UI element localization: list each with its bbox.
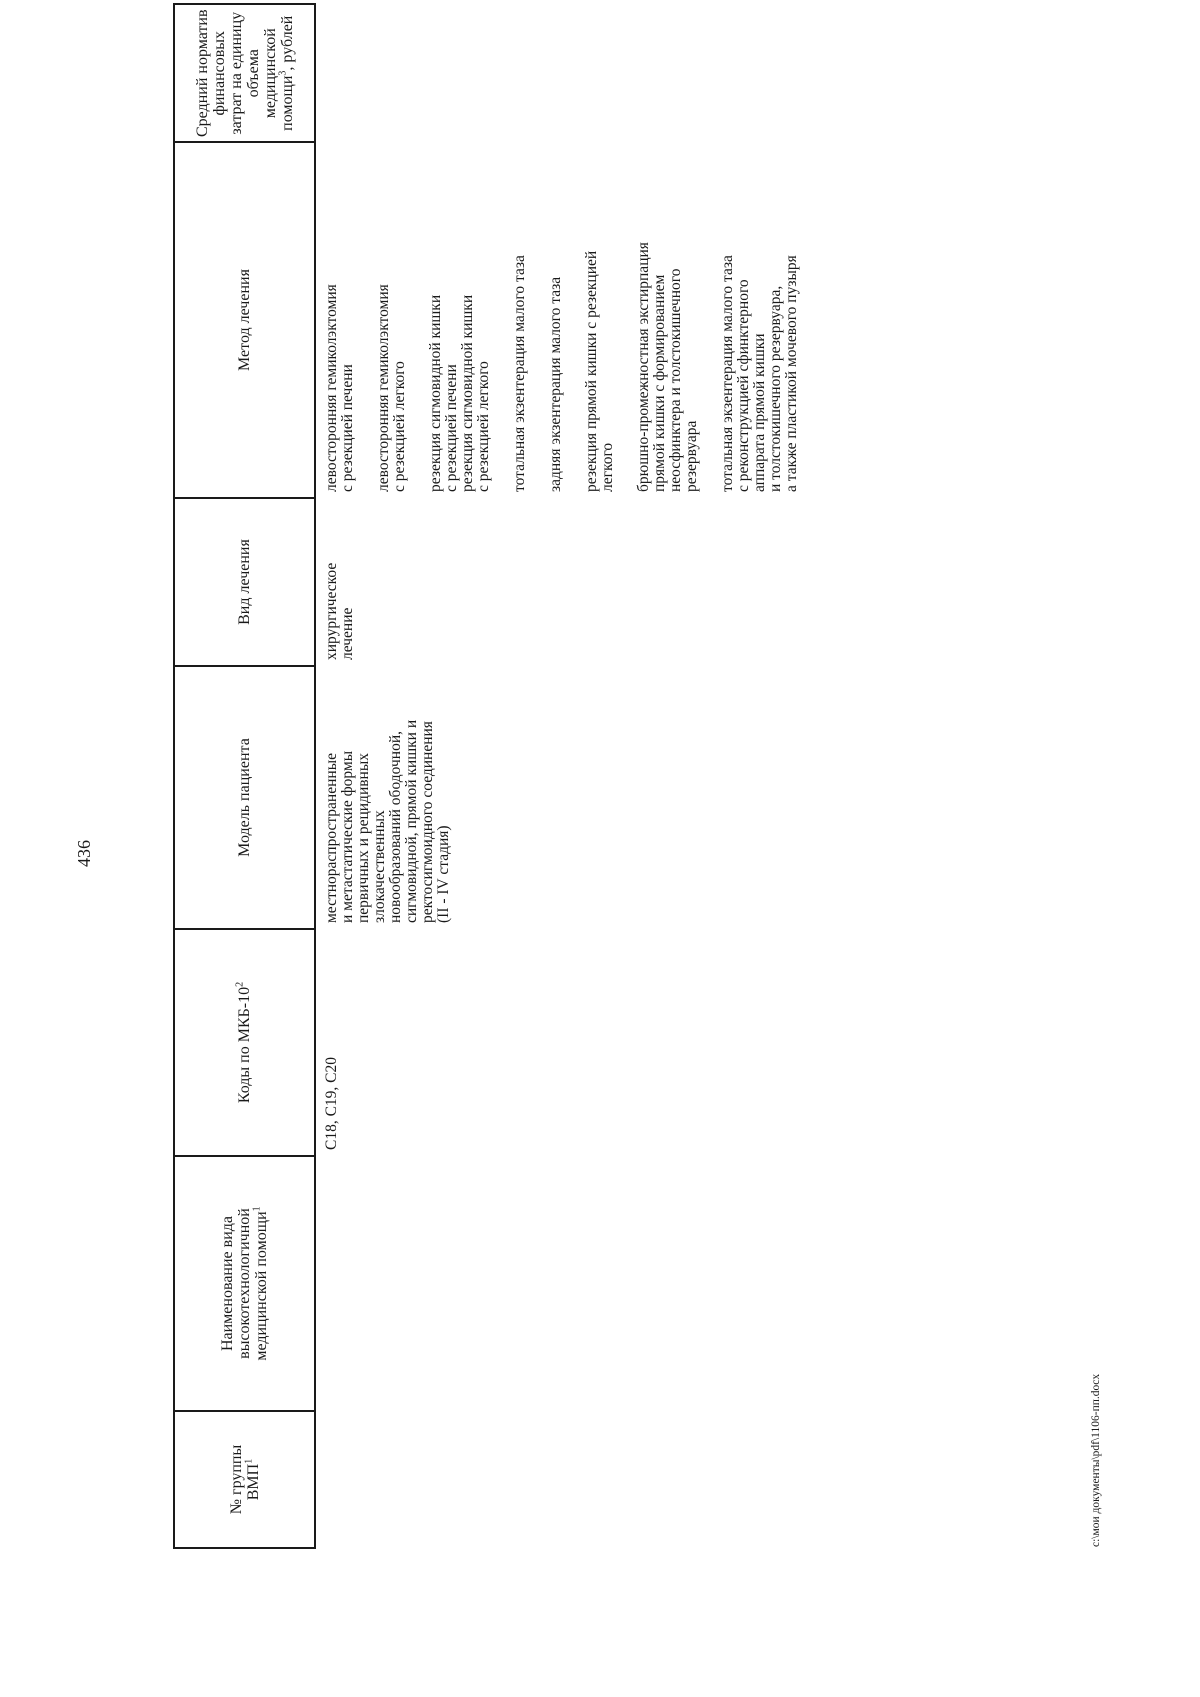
footer-file-path: c:\мои документы\pdf\1106-пп.docx bbox=[1090, 1373, 1102, 1547]
cell-treatment bbox=[315, 498, 820, 666]
method-item bbox=[548, 146, 564, 492]
model-line: ректосигмоидного соединения bbox=[419, 721, 436, 923]
page-number: 436 bbox=[74, 840, 94, 867]
method-line: брюшно-промежностная экстирпация bbox=[635, 242, 652, 492]
header-group-no-text: ВМП bbox=[244, 1463, 262, 1501]
header-name-footnote: 1 bbox=[251, 1206, 263, 1212]
method-line: и толстокишечного резервуара, bbox=[767, 285, 784, 492]
vmp-table bbox=[173, 3, 820, 1549]
method-line: резекция сигмовидной кишки bbox=[459, 294, 476, 492]
header-cost-line-1: Средний норматив bbox=[193, 9, 211, 137]
cell-method bbox=[315, 142, 820, 498]
model-line: (II - IV стадия) bbox=[435, 825, 452, 923]
model-line: новообразований ободочной, bbox=[387, 731, 404, 923]
header-codes-text: Коды по МКБ-10 bbox=[236, 986, 253, 1104]
model-line: и метастатические формы bbox=[339, 750, 356, 923]
header-cost-line-2: финансовых bbox=[210, 30, 228, 116]
header-group-no-line-1: № группы bbox=[227, 1444, 245, 1515]
table-container bbox=[173, 3, 820, 1549]
header-model: Модель пациента bbox=[174, 666, 315, 929]
header-name-line-2: высокотехнологичной bbox=[236, 1208, 253, 1359]
header-cost-text-a: помощи bbox=[278, 75, 296, 131]
method-item bbox=[720, 146, 800, 492]
method-line: резервуара bbox=[683, 420, 700, 492]
header-name-line-1: Наименование вида bbox=[219, 1215, 236, 1352]
header-cost-line-6 bbox=[279, 9, 296, 137]
method-item bbox=[512, 146, 528, 492]
method-item bbox=[636, 146, 700, 492]
method-line: прямой кишки с формированием bbox=[651, 274, 668, 492]
method-line: неосфинктера и толстокишечного bbox=[667, 268, 684, 492]
method-line: с резекцией легкого bbox=[475, 361, 492, 492]
header-codes-footnote: 2 bbox=[234, 981, 246, 987]
cell-model bbox=[315, 666, 820, 929]
header-name-text: медицинской помощи bbox=[253, 1211, 270, 1361]
header-group-no-footnote: 1 bbox=[243, 1458, 255, 1464]
treatment-line: хирургическое bbox=[323, 562, 340, 660]
method-item bbox=[376, 146, 408, 492]
cell-codes: C18, C19, C20 bbox=[323, 1056, 340, 1150]
model-line: сигмовидной, прямой кишки и bbox=[403, 719, 420, 923]
cell-group-no bbox=[315, 1411, 820, 1548]
method-line: задняя экзентерация малого таза bbox=[547, 276, 564, 492]
header-cost bbox=[174, 4, 315, 142]
header-cost-footnote: 3 bbox=[277, 70, 289, 76]
method-line: с резекцией легкого bbox=[391, 361, 408, 492]
header-name-line-3 bbox=[253, 1161, 270, 1406]
treatment-line: лечение bbox=[339, 607, 356, 660]
method-item bbox=[584, 146, 616, 492]
method-item bbox=[428, 146, 492, 492]
method-line: резекция сигмовидной кишки bbox=[427, 294, 444, 492]
model-line: первичных и рецидивных bbox=[355, 752, 372, 923]
header-cost-text-b: , рублей bbox=[278, 15, 296, 71]
method-line: тотальная экзентерация малого таза bbox=[719, 255, 736, 492]
method-line: с резекцией печени bbox=[443, 364, 460, 492]
method-line: легкого bbox=[599, 442, 616, 492]
header-codes bbox=[174, 929, 315, 1156]
cell-cost bbox=[315, 4, 820, 142]
model-line: злокачественных bbox=[371, 810, 388, 923]
method-line: левосторонняя гемиколэктомия bbox=[323, 284, 340, 492]
method-line: резекция прямой кишки с резекцией bbox=[583, 250, 600, 492]
header-cost-line-4: объема bbox=[244, 49, 262, 98]
method-item bbox=[324, 146, 356, 492]
method-line: тотальная экзентерация малого таза bbox=[511, 255, 528, 492]
method-line: а также пластикой мочевого пузыря bbox=[783, 255, 800, 492]
header-group-no-line-2 bbox=[245, 1416, 262, 1543]
cell-name bbox=[315, 1156, 820, 1411]
header-group-no bbox=[174, 1411, 315, 1548]
header-treatment: Вид лечения bbox=[174, 498, 315, 666]
method-line: левосторонняя гемиколэктомия bbox=[375, 284, 392, 492]
method-line: аппарата прямой кишки bbox=[751, 333, 768, 492]
header-method: Метод лечения bbox=[174, 142, 315, 498]
table-header-row bbox=[174, 4, 315, 1548]
header-cost-line-3: затрат на единицу bbox=[227, 11, 245, 135]
table-row bbox=[315, 4, 820, 1548]
model-line: местнораспространенные bbox=[323, 753, 340, 923]
method-line: с резекцией печени bbox=[339, 364, 356, 492]
method-line: с реконструкцией сфинктерного bbox=[735, 279, 752, 492]
header-name bbox=[174, 1156, 315, 1411]
header-cost-line-5: медицинской bbox=[261, 28, 279, 119]
